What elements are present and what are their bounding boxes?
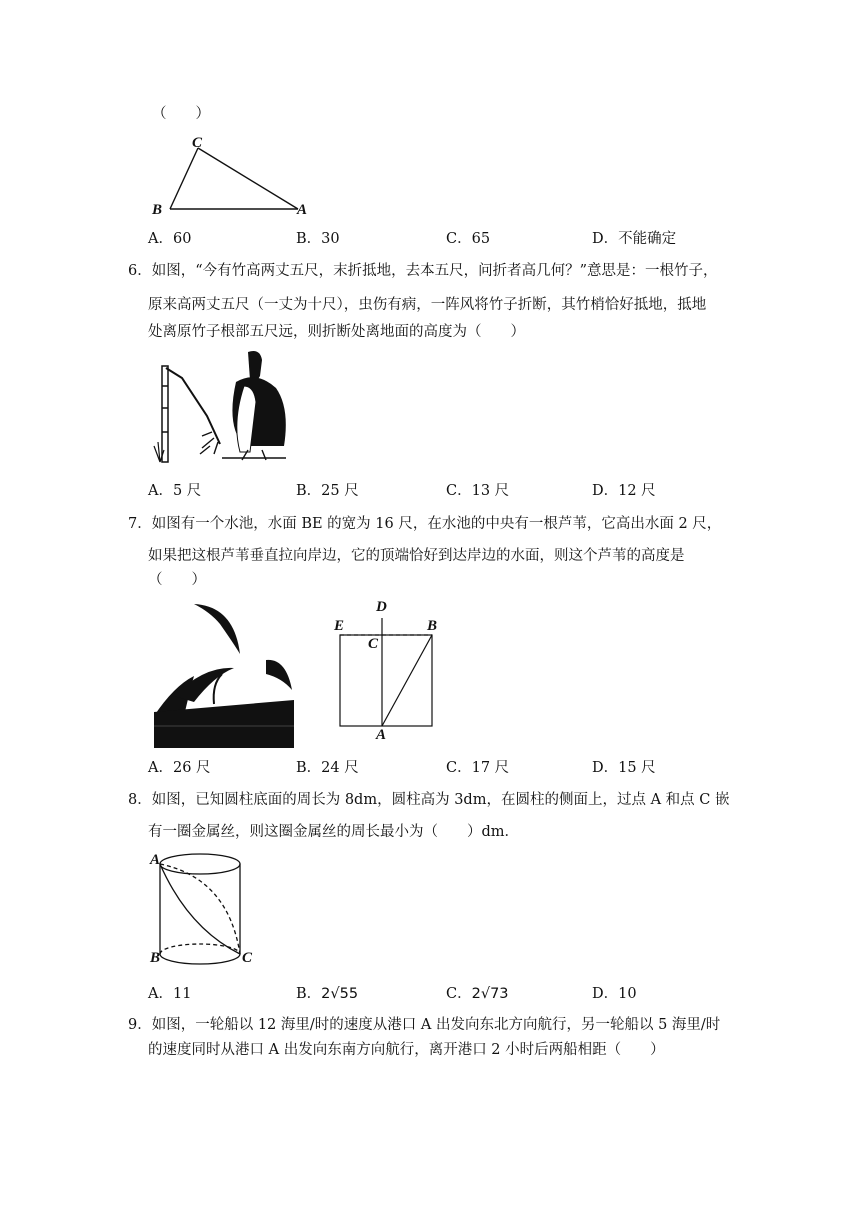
q8-text-line2: 有一圈金属丝，则这圈金属丝的周长最小为（ ）dm． <box>148 824 520 840</box>
point-e-label: E <box>334 618 345 634</box>
q7-option-c: C．17 尺 <box>446 760 510 776</box>
q6-text-line1: 6．如图，“今有竹高两丈五尺，末折抵地，去本五尺，问折者高几何？”意思是：一根竹子， <box>128 263 718 279</box>
q5-option-d: D．不能确定 <box>592 231 677 247</box>
q8-option-c <box>446 984 509 1004</box>
q7-text-line2: 如果把这根芦苇垂直拉向岸边，它的顶端恰好到达岸边的水面，则这个芦苇的高度是 <box>148 548 685 564</box>
q8-option-a: A．11 <box>148 986 192 1002</box>
q8-option-c-prefix: C． <box>446 986 472 1002</box>
vertex-a-label: A <box>297 202 308 218</box>
q8-text-line1: 8．如图，已知圆柱底面的周长为 8dm，圆柱高为 3dm，在圆柱的侧面上，过点 A 和点 C 嵌 <box>128 792 730 808</box>
point-a-label: A <box>376 727 387 743</box>
q8-option-b-value: 2√55 <box>321 986 359 1002</box>
triangle-figure <box>148 132 318 222</box>
q9-text-line1: 9．如图，一轮船以 12 海里/时的速度从港口 A 出发向东北方向航行，另一轮船以 5 海里/时 <box>128 1017 721 1033</box>
q6-text-line2: 原来高两丈五尺（一丈为十尺），虫伤有病，一阵风将竹子折断，其竹梢恰好抵地，抵地 <box>148 297 707 313</box>
reed-pond-illustration <box>154 600 294 748</box>
q7-option-b: B．24 尺 <box>296 760 359 776</box>
q8-option-b <box>296 984 358 1004</box>
cyl-point-b-label: B <box>150 950 161 966</box>
q5-option-a: A．60 <box>148 231 192 247</box>
vertex-c-label: C <box>192 135 203 151</box>
cyl-point-c-label: C <box>242 950 253 966</box>
q7-text-line3: （ ） <box>148 572 206 588</box>
cyl-point-a-label: A <box>150 852 161 868</box>
q6-text-line3: 处离原竹子根部五尺远，则折断处离地面的高度为（ ） <box>148 324 525 340</box>
q9-text-line2: 的速度同时从港口 A 出发向东南方向航行，离开港口 2 小时后两船相距（ ） <box>148 1042 665 1058</box>
q7-text-line1: 7．如图有一个水池，水面 BE 的宽为 16 尺，在水池的中央有一根芦苇，它高出水面 2 尺， <box>128 516 722 532</box>
q7-option-a: A．26 尺 <box>148 760 211 776</box>
q6-option-b: B．25 尺 <box>296 483 359 499</box>
point-b-label: B <box>427 618 438 634</box>
q7-option-d: D．15 尺 <box>592 760 656 776</box>
q5-option-c: C．65 <box>446 231 491 247</box>
answer-paren: （ ） <box>152 106 210 122</box>
bamboo-scholar-illustration <box>152 346 292 466</box>
q8-option-d: D．10 <box>592 986 637 1002</box>
q8-option-c-value: 2√73 <box>471 986 509 1002</box>
vertex-b-label: B <box>152 202 163 218</box>
q6-option-d: D．12 尺 <box>592 483 656 499</box>
q5-option-b: B．30 <box>296 231 340 247</box>
point-d-label: D <box>376 599 387 615</box>
q6-option-c: C．13 尺 <box>446 483 510 499</box>
q6-option-a: A．5 尺 <box>148 483 202 499</box>
point-c-label: C <box>368 636 379 652</box>
q8-option-b-prefix: B． <box>296 986 322 1002</box>
